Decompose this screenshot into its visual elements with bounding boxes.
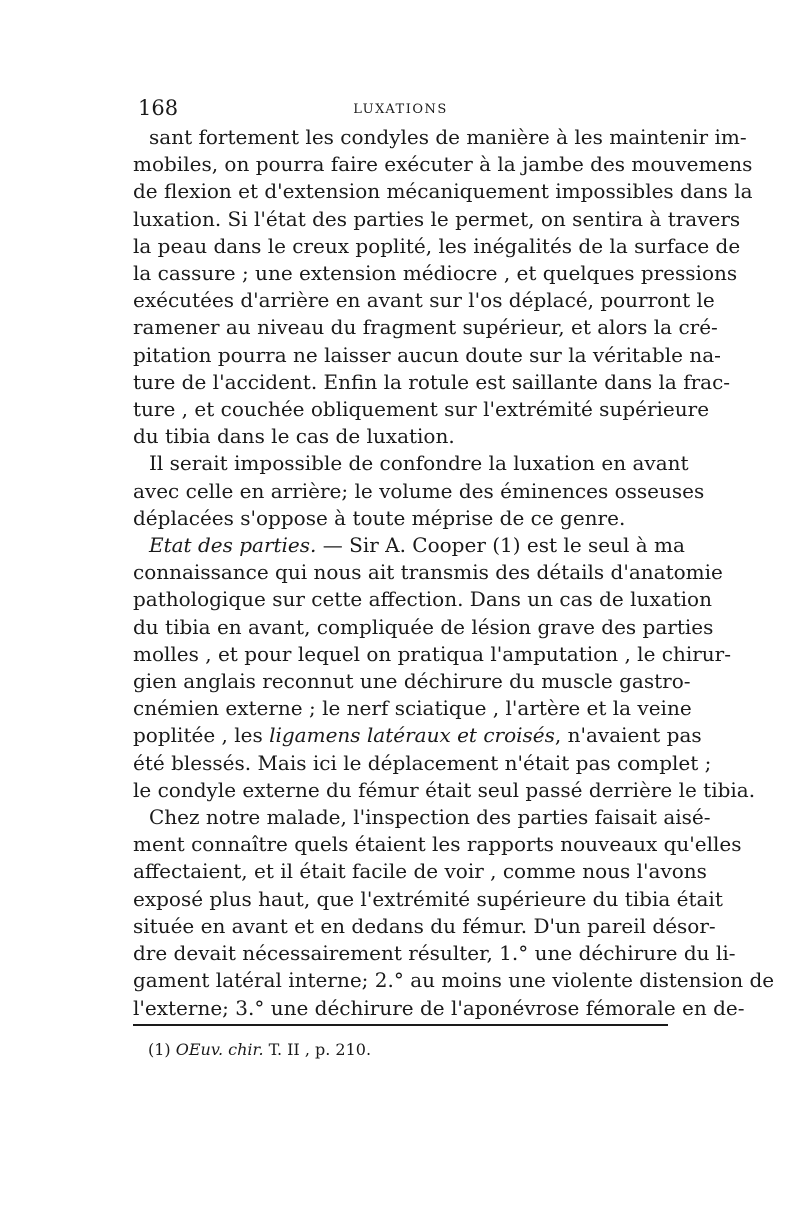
- footnote-rule: [133, 1024, 668, 1026]
- text-segment: gament latéral interne; 2.° au moins une violente distension de: [133, 968, 775, 993]
- text-line: [133, 967, 775, 994]
- text-line: [133, 641, 731, 668]
- text-segment: exécutées d'arrière en avant sur l'os déplacé, pourront le: [133, 288, 715, 313]
- text-line: [133, 124, 747, 151]
- text-segment: du tibia dans le cas de luxation.: [133, 424, 455, 449]
- text-segment: connaissance qui nous ait transmis des détails d'anatomie: [133, 560, 723, 585]
- text-segment: de flexion et d'extension mécaniquement impossibles dans la: [133, 179, 753, 204]
- text-line: [133, 178, 753, 205]
- text-line: [133, 559, 723, 586]
- text-line: [133, 369, 731, 396]
- footnote-reference: T. II , p. 210.: [263, 1040, 372, 1059]
- text-segment: luxation. Si l'état des parties le permet, on sentira à travers: [133, 206, 741, 231]
- text-segment: molles , et pour lequel on pratiqua l'amputation , le chirur-: [133, 641, 731, 666]
- text-line: [133, 287, 715, 314]
- text-segment: déplacées s'oppose à toute méprise de ce genre.: [133, 505, 626, 530]
- text-segment: pathologique sur cette affection. Dans un cas de luxation: [133, 587, 712, 612]
- text-segment: la peau dans le creux poplité, les inégalités de la surface de: [133, 233, 741, 258]
- footnote-source: OEuv. chir.: [175, 1040, 264, 1059]
- running-head: LUXATIONS: [353, 102, 448, 117]
- text-segment: Chez notre malade, l'inspection des parties faisait aisé-: [149, 805, 711, 830]
- text-segment: affectaient, et il était facile de voir , comme nous l'avons: [133, 859, 707, 884]
- text-line: [133, 314, 718, 341]
- text-segment: l'externe; 3.° une déchirure de l'aponévrose fémorale en de-: [133, 995, 745, 1020]
- text-line: [133, 505, 668, 532]
- body-text: [133, 124, 775, 1022]
- text-line: [133, 586, 712, 613]
- page-header: [138, 96, 663, 126]
- text-line: [133, 995, 745, 1022]
- text-segment: été blessés. Mais ici le déplacement n'était pas complet ;: [133, 750, 712, 775]
- paragraph: [133, 532, 756, 804]
- text-segment: ment connaître quels étaient les rapports nouveaux qu'elles: [133, 832, 742, 857]
- text-segment: sant fortement les condyles de manière à les maintenir im-: [149, 125, 747, 149]
- text-segment: poplitée , les: [133, 723, 270, 748]
- text-segment: ture de l'accident. Enfin la rotule est saillante dans la frac-: [133, 369, 731, 394]
- text-segment: la cassure ; une extension médiocre , et quelques pressions: [133, 261, 738, 286]
- text-line: [133, 342, 721, 369]
- page-number: 168: [138, 96, 179, 120]
- text-line: [133, 151, 753, 178]
- text-line: [133, 750, 712, 777]
- text-segment: mobiles, on pourra faire exécuter à la jambe des mouvemens: [133, 152, 753, 177]
- text-segment: située en avant et en dedans du fémur. D'un pareil désor-: [133, 913, 716, 938]
- text-segment: ture , et couchée obliquement sur l'extrémité supérieure: [133, 397, 710, 422]
- italic-text: ligamens latéraux et croisés: [269, 723, 555, 748]
- text-line: [133, 532, 685, 559]
- text-segment: — Sir A. Cooper (1) est le seul à ma: [316, 533, 685, 558]
- text-segment: ramener au niveau du fragment supérieur, et alors la cré-: [133, 315, 718, 340]
- footnote: [148, 1040, 371, 1059]
- text-segment: exposé plus haut, que l'extrémité supérieure du tibia était: [133, 886, 723, 911]
- text-line: [133, 233, 741, 260]
- text-segment: le condyle externe du fémur était seul passé derrière le tibia.: [133, 777, 756, 802]
- text-segment: dre devait nécessairement résulter, 1.° une déchirure du li-: [133, 941, 736, 966]
- text-segment: pitation pourra ne laisser aucun doute sur la véritable na-: [133, 342, 721, 367]
- text-line: [133, 260, 738, 287]
- text-line: [133, 614, 714, 641]
- paragraph: [133, 804, 775, 1022]
- text-line: [133, 858, 707, 885]
- text-line: [133, 695, 692, 722]
- paragraph: [133, 450, 705, 532]
- text-segment: cnémien externe ; le nerf sciatique , l'artère et la veine: [133, 696, 692, 721]
- text-line: [133, 886, 723, 913]
- text-line: [133, 804, 711, 831]
- paragraph: [133, 124, 753, 450]
- text-segment: avec celle en arrière; le volume des éminences osseuses: [133, 478, 705, 503]
- text-line: [133, 777, 756, 804]
- text-segment: , n'avaient pas: [554, 723, 702, 748]
- text-line: [133, 206, 741, 233]
- text-line: [133, 450, 689, 477]
- text-segment: gien anglais reconnut une déchirure du muscle gastro-: [133, 669, 691, 694]
- text-line: [133, 423, 668, 450]
- text-line: [133, 722, 702, 749]
- footnote-marker: (1): [148, 1040, 176, 1059]
- text-line: [133, 396, 710, 423]
- text-segment: Il serait impossible de confondre la luxation en avant: [149, 451, 689, 476]
- text-segment: du tibia en avant, compliquée de lésion grave des parties: [133, 614, 714, 639]
- text-line: [133, 940, 736, 967]
- text-line: [133, 913, 716, 940]
- text-line: [133, 668, 691, 695]
- italic-text: Etat des parties.: [149, 533, 317, 558]
- text-line: [133, 478, 705, 505]
- text-line: [133, 831, 742, 858]
